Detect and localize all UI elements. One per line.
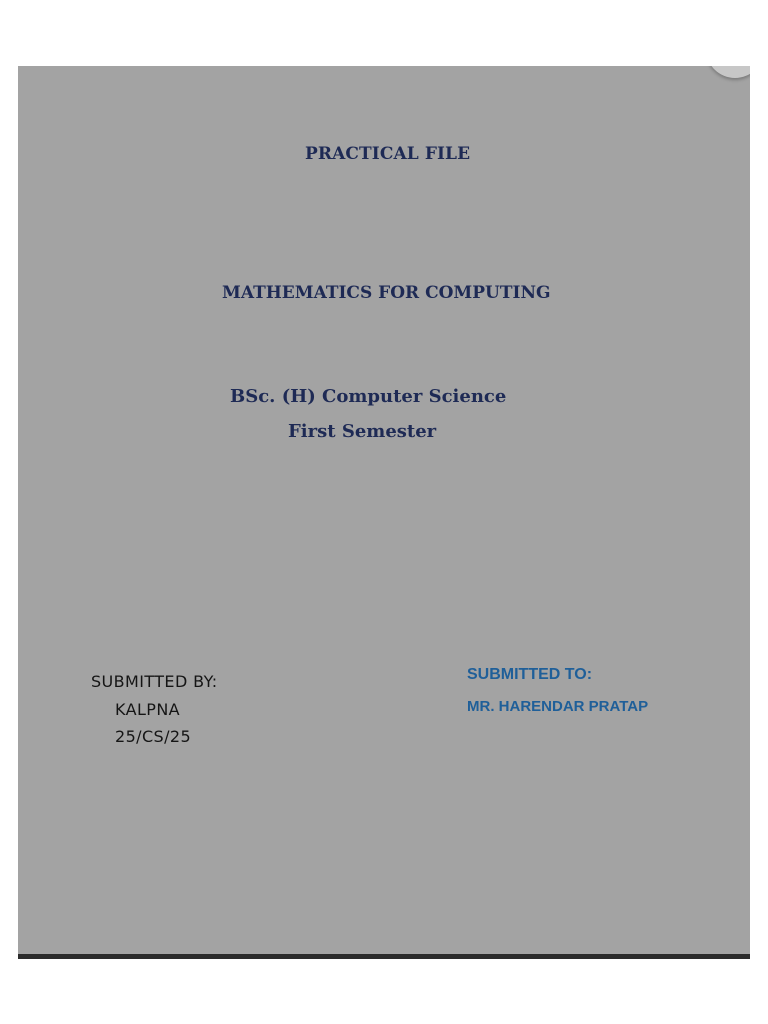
document-title: PRACTICAL FILE	[305, 144, 471, 164]
course-name: BSc. (H) Computer Science	[230, 386, 507, 407]
roll-number: 25/CS/25	[115, 727, 192, 746]
subject-title: MATHEMATICS FOR COMPUTING	[222, 283, 551, 303]
submitted-by-label: SUBMITTED BY:	[91, 672, 218, 691]
document-page	[18, 66, 750, 954]
submitted-to-label: SUBMITTED TO:	[467, 666, 593, 683]
page-curl-corner	[706, 66, 750, 78]
teacher-name: MR. HARENDAR PRATAP	[467, 698, 649, 715]
page-bottom-edge	[18, 954, 750, 959]
semester-label: First Semester	[288, 421, 437, 442]
student-name: KALPNA	[115, 700, 181, 719]
